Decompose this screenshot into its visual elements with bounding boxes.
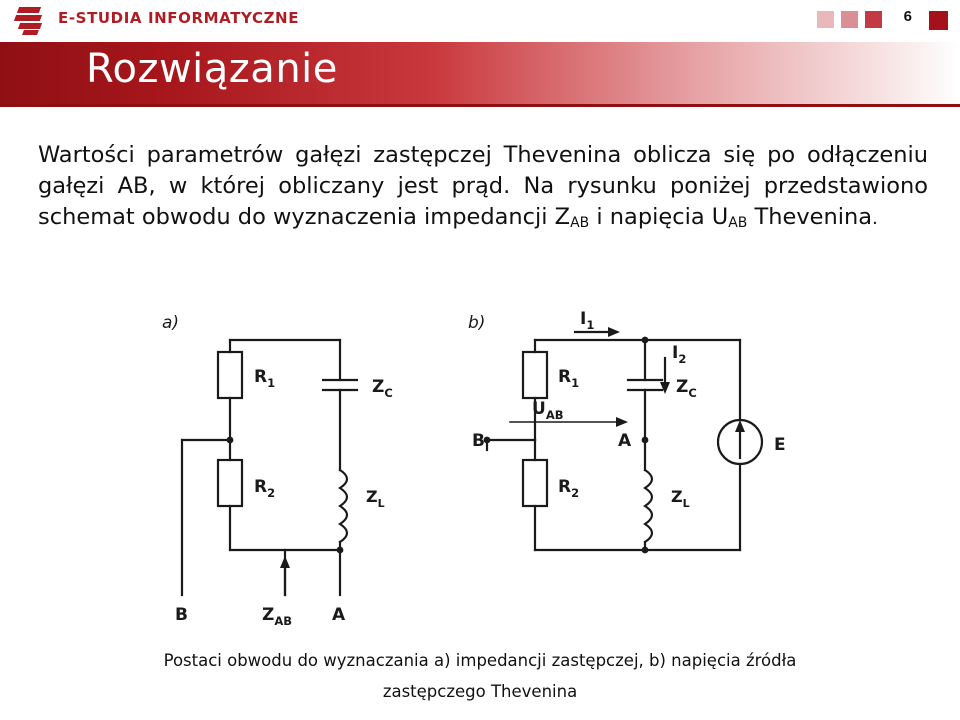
paragraph-part-1: Wartości parametrów gałęzi zastępczej Thevenina oblicza się po odłączeniu gałęzi AB, w której obliczany jest prąd. Na rysunku poniżej przedstawiono schemat obwodu do wyznaczenia impedancji Z — [38, 142, 928, 231]
light-square-icon — [817, 11, 834, 28]
stacked-bars-logo-icon — [14, 6, 48, 36]
paragraph-sub-2: AB — [728, 215, 748, 232]
brand-title: E-STUDIA INFORMATYCZNE — [58, 9, 300, 27]
caption-line-1: Postaci obwodu do wyznaczania a) impedancji zastępczej, b) napięcia źródła — [163, 651, 797, 670]
label-node-a-a: A — [332, 605, 346, 625]
label-r2: $R_2$ — [254, 477, 276, 500]
body-paragraph — [38, 140, 928, 233]
header-bar — [0, 0, 960, 42]
label-i1: $I_1$ — [580, 310, 595, 332]
circuit-diagram-svg — [120, 310, 840, 640]
label-r1-b: $R_1$ — [558, 367, 580, 390]
page-title: Rozwiązanie — [86, 46, 338, 92]
caption-line-2: zastępczego Thevenina — [382, 682, 578, 702]
label-uab: $U_{AB}$ — [532, 399, 564, 422]
label-source-e: E — [774, 435, 786, 455]
paragraph-sub-1: AB — [570, 215, 590, 232]
paragraph-part-4: . — [872, 208, 878, 230]
corner-square-icon — [929, 11, 948, 30]
page-number: 6 — [903, 8, 912, 25]
dark-square-icon — [865, 11, 882, 28]
figure-label-b: b) — [468, 313, 486, 333]
label-node-a-b: A — [618, 431, 632, 451]
label-zl: $Z_L$ — [366, 487, 385, 510]
label-node-b-a: B — [175, 605, 188, 625]
paragraph-part-2: i napięcia U — [589, 204, 729, 231]
label-r1: $R_1$ — [254, 367, 276, 390]
figure-caption — [40, 645, 920, 708]
label-node-b-b: B — [472, 431, 485, 451]
label-zc-b: $Z_C$ — [676, 377, 697, 400]
medium-square-icon — [841, 11, 858, 28]
title-band — [0, 42, 960, 107]
label-zab: $Z_{AB}$ — [262, 605, 292, 628]
label-r2-b: $R_2$ — [558, 477, 580, 500]
decorative-squares — [817, 11, 882, 28]
paragraph-part-3: Thevenina — [747, 204, 873, 231]
figure-label-a: a) — [162, 313, 180, 333]
circuit-figure — [120, 310, 840, 640]
title-divider — [0, 104, 960, 107]
label-i2: $I_2$ — [672, 343, 687, 366]
label-zl-b: $Z_L$ — [671, 487, 690, 510]
label-zc: $Z_C$ — [372, 377, 393, 400]
